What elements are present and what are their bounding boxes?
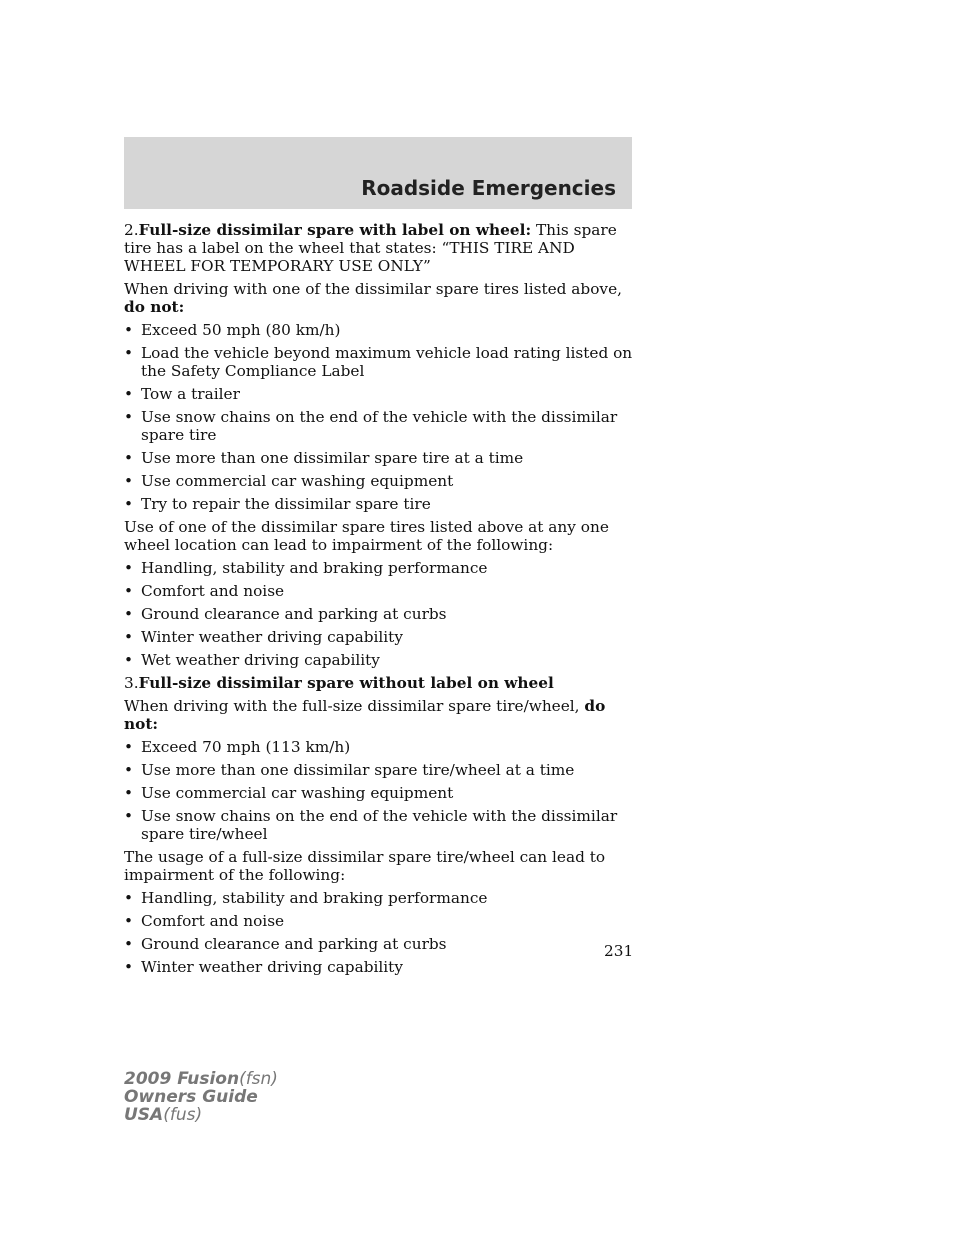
intro-2-paragraph: Use of one of the dissimilar spare tires listed above at any one wheel location can lead to impairment of the following: <box>124 518 609 554</box>
section-header-band <box>124 137 632 209</box>
list-item <box>124 385 636 403</box>
list-2 <box>124 559 636 669</box>
bullet-icon: • <box>124 472 134 490</box>
bullet-icon: • <box>124 582 134 600</box>
list-item <box>124 761 636 779</box>
intro-1-text: When driving with one of the dissimilar spare tires listed above, <box>124 280 622 298</box>
intro-3-bold: do not: <box>124 697 606 733</box>
list-item-text: Winter weather driving capability <box>141 628 403 646</box>
bullet-icon: • <box>124 408 134 426</box>
list-item <box>124 495 636 513</box>
list-item <box>124 738 636 756</box>
bullet-icon: • <box>124 605 134 623</box>
list-1 <box>124 321 636 513</box>
footer-guide: Owners Guide <box>124 1087 258 1107</box>
footer-region-code: (fus) <box>163 1105 203 1125</box>
bullet-icon: • <box>124 912 134 930</box>
section-title: Roadside Emergencies <box>361 176 616 200</box>
list-item-text: Use snow chains on the end of the vehicle with the dissimilar spare tire <box>141 408 618 444</box>
page-number: 231 <box>604 942 634 960</box>
section-2-text: This spare tire has a label on the wheel that states: “THIS TIRE AND WHEEL FOR TEMPORARY USE ONLY” <box>124 221 617 275</box>
list-item <box>124 958 636 976</box>
list-item <box>124 449 636 467</box>
list-item-text: Exceed 50 mph (80 km/h) <box>141 321 341 339</box>
intro-1-paragraph <box>124 280 636 316</box>
list-item <box>124 472 636 490</box>
list-item <box>124 651 636 669</box>
list-item <box>124 408 636 444</box>
list-item <box>124 321 636 339</box>
section-2-heading: Full-size dissimilar spare with label on wheel: <box>138 221 532 239</box>
bullet-icon: • <box>124 784 134 802</box>
intro-3-paragraph <box>124 697 636 733</box>
list-4 <box>124 889 636 976</box>
bullet-icon: • <box>124 628 134 646</box>
list-item <box>124 605 636 623</box>
list-item-text: Use snow chains on the end of the vehicle with the dissimilar spare tire/wheel <box>141 807 618 843</box>
list-item-text: Use more than one dissimilar spare tire/wheel at a time <box>141 761 575 779</box>
list-item-text: Handling, stability and braking performance <box>141 889 488 907</box>
list-item <box>124 628 636 646</box>
list-item <box>124 784 636 802</box>
bullet-icon: • <box>124 559 134 577</box>
footer-region: USA <box>124 1105 164 1125</box>
bullet-icon: • <box>124 889 134 907</box>
footer-model: 2009 Fusion <box>124 1069 240 1089</box>
list-item-text: Try to repair the dissimilar spare tire <box>141 495 431 513</box>
list-item-text: Use more than one dissimilar spare tire at a time <box>141 449 524 467</box>
bullet-icon: • <box>124 738 134 756</box>
bullet-icon: • <box>124 449 134 467</box>
bullet-icon: • <box>124 761 134 779</box>
footer-model-code: (fsn) <box>239 1069 278 1089</box>
list-item <box>124 807 636 843</box>
section-2-paragraph <box>124 221 636 275</box>
list-item <box>124 935 636 953</box>
list-item-text: Comfort and noise <box>141 582 285 600</box>
section-3-paragraph <box>124 674 636 692</box>
bullet-icon: • <box>124 495 134 513</box>
intro-4-paragraph: The usage of a full-size dissimilar spare tire/wheel can lead to impairment of the following: <box>124 848 606 884</box>
list-item <box>124 582 636 600</box>
list-item-text: Load the vehicle beyond maximum vehicle load rating listed on the Safety Compliance Label <box>141 344 633 380</box>
intro-3-text: When driving with the full-size dissimilar spare tire/wheel, <box>124 697 585 715</box>
list-item <box>124 889 636 907</box>
list-item-text: Ground clearance and parking at curbs <box>141 605 447 623</box>
intro-1-bold: do not: <box>124 298 185 316</box>
document-footer <box>124 1070 278 1124</box>
bullet-icon: • <box>124 807 134 825</box>
list-item <box>124 559 636 577</box>
bullet-icon: • <box>124 651 134 669</box>
bullet-icon: • <box>124 385 134 403</box>
section-2-number: 2. <box>124 221 139 239</box>
bullet-icon: • <box>124 958 134 976</box>
bullet-icon: • <box>124 935 134 953</box>
list-item-text: Use commercial car washing equipment <box>141 784 454 802</box>
section-3-number: 3. <box>124 674 139 692</box>
list-item-text: Handling, stability and braking performance <box>141 559 488 577</box>
list-item <box>124 344 636 380</box>
bullet-icon: • <box>124 321 134 339</box>
list-item-text: Tow a trailer <box>141 385 240 403</box>
list-item-text: Winter weather driving capability <box>141 958 403 976</box>
list-item-text: Wet weather driving capability <box>141 651 380 669</box>
list-item-text: Comfort and noise <box>141 912 285 930</box>
list-item-text: Use commercial car washing equipment <box>141 472 454 490</box>
list-item-text: Exceed 70 mph (113 km/h) <box>141 738 351 756</box>
section-3-heading: Full-size dissimilar spare without label on wheel <box>138 674 554 692</box>
list-item-text: Ground clearance and parking at curbs <box>141 935 447 953</box>
list-3 <box>124 738 636 843</box>
page-content <box>124 221 636 981</box>
bullet-icon: • <box>124 344 134 362</box>
list-item <box>124 912 636 930</box>
